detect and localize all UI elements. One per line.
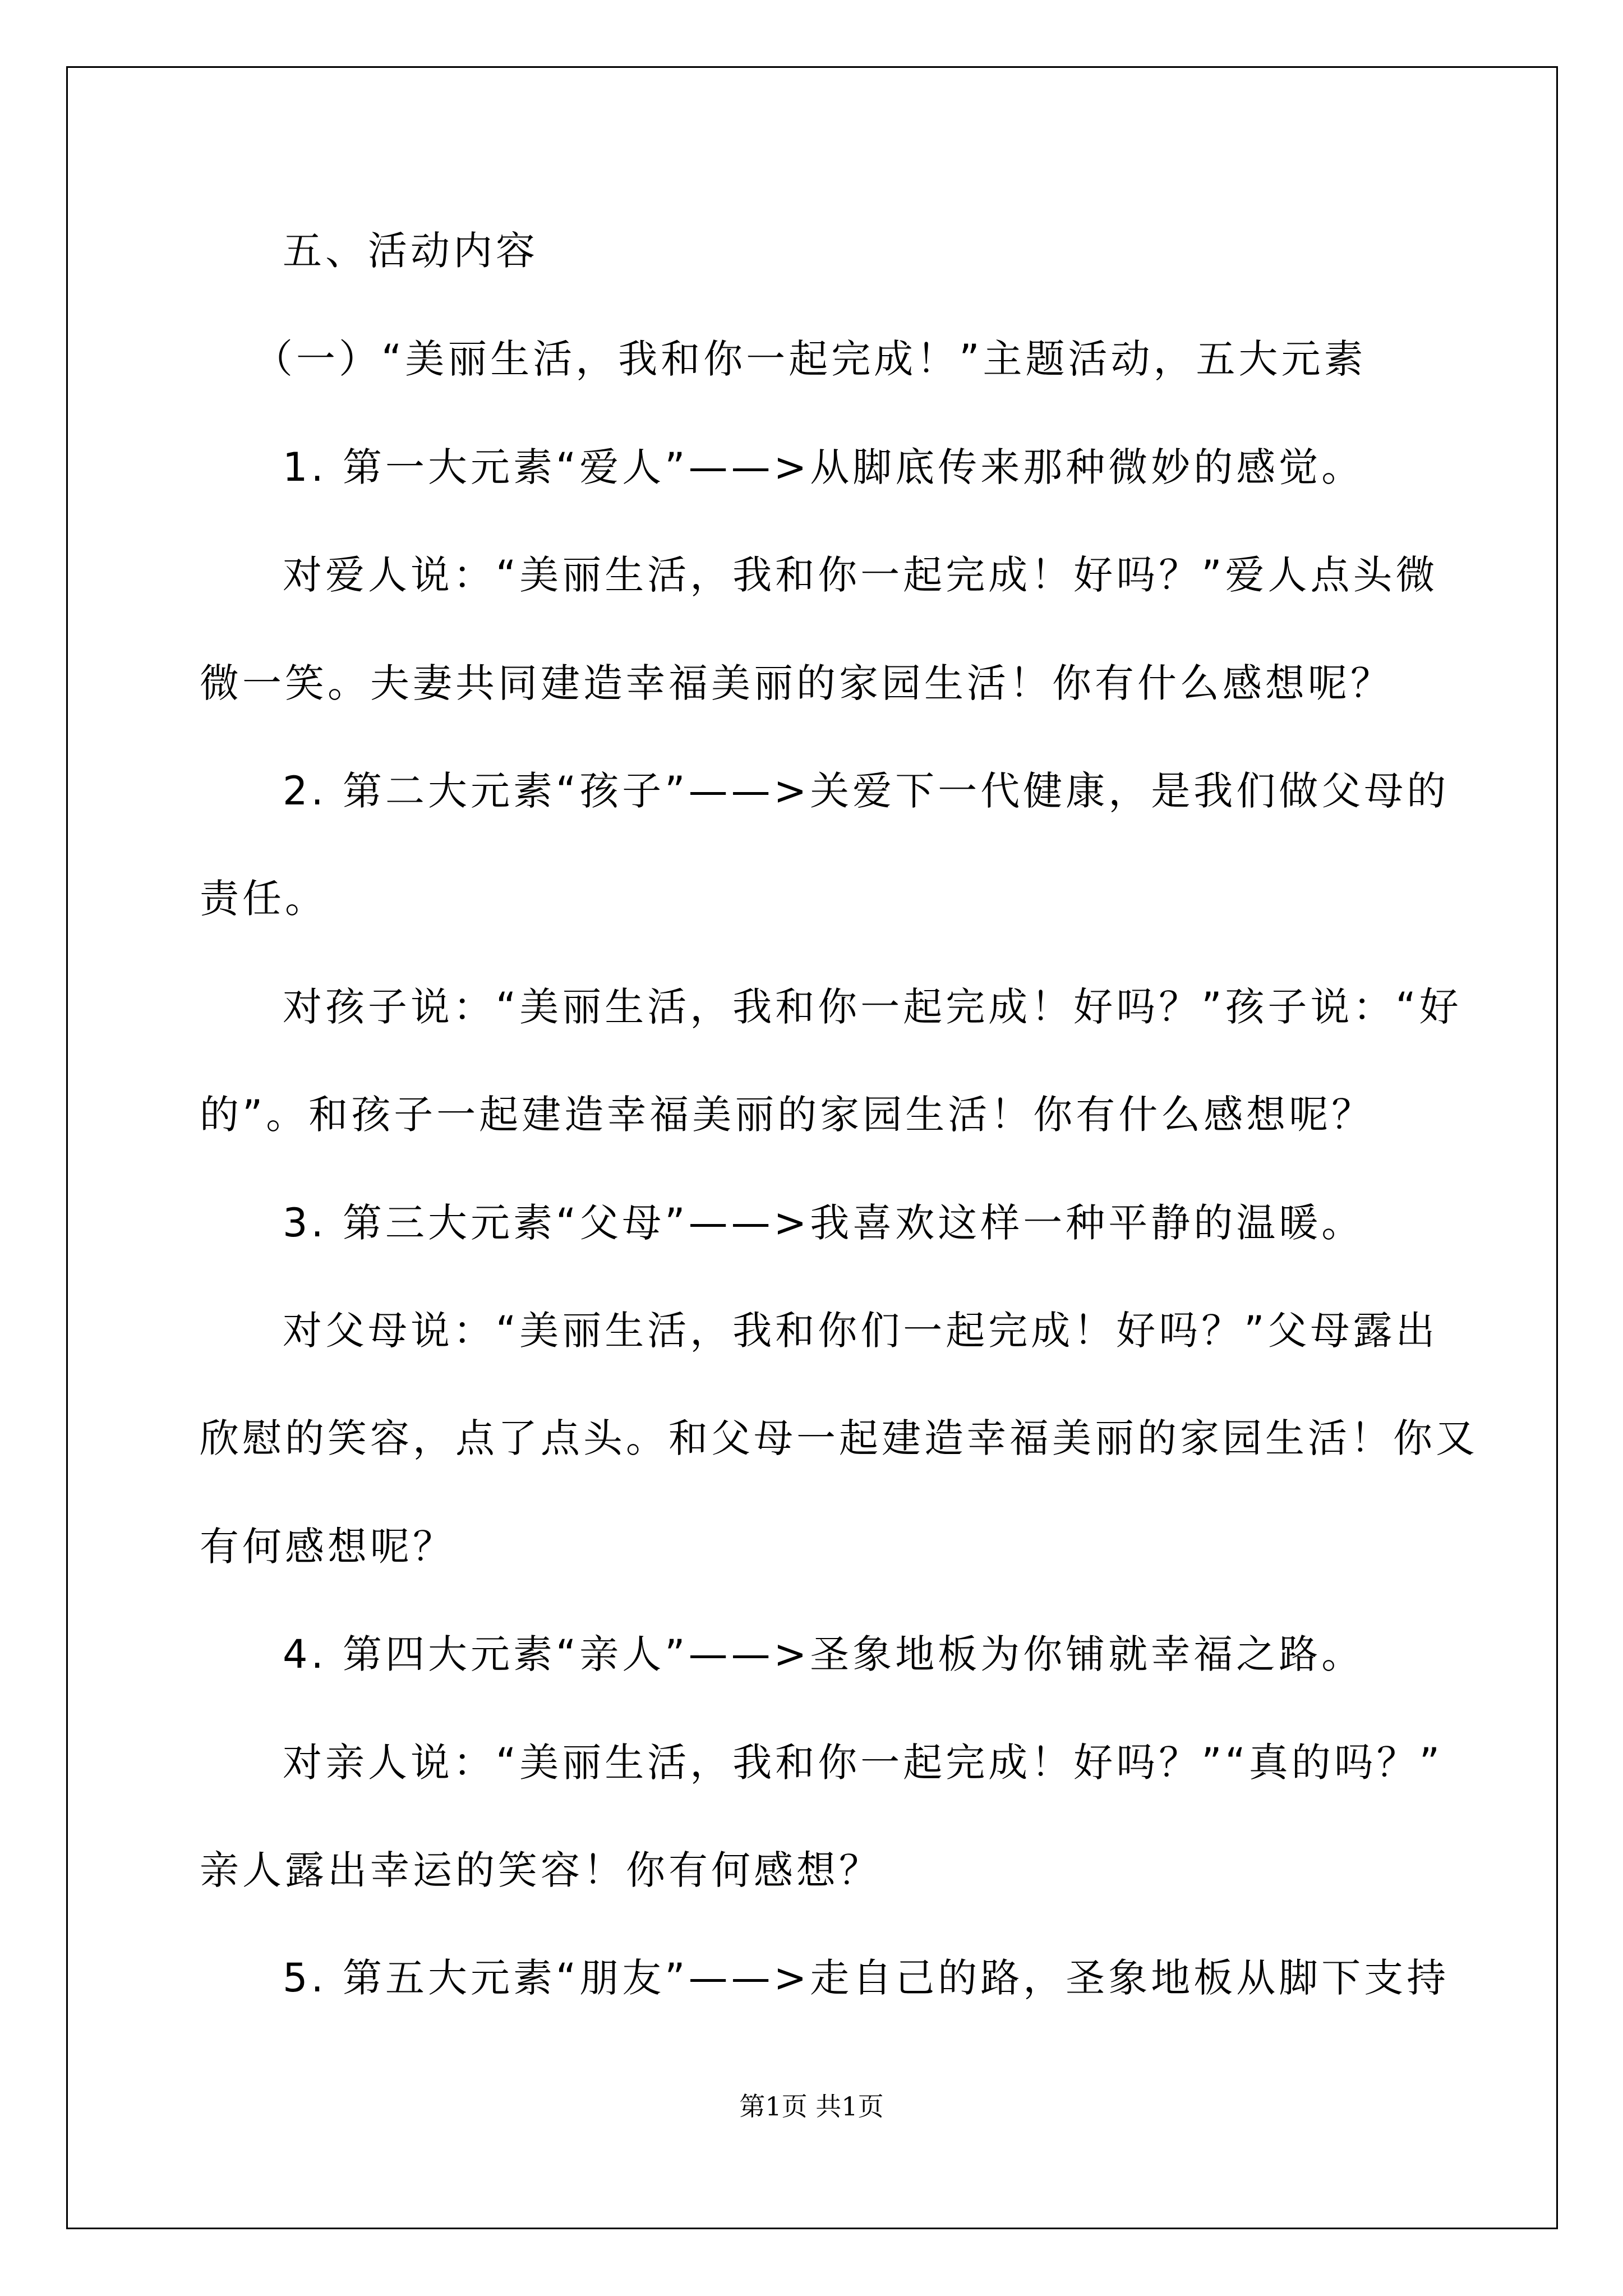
paragraph-line: 责任。	[200, 876, 328, 922]
paragraph-line: 对父母说：“美丽生活，我和你们一起完成！好吗？”父母露出	[283, 1308, 1438, 1354]
page-border	[66, 66, 1558, 2229]
element-4-heading: 4. 第四大元素“亲人”——>圣象地板为你铺就幸福之路。	[283, 1631, 1364, 1677]
element-3-heading: 3. 第三大元素“父母”——>我喜欢这样一种平静的温暖。	[283, 1200, 1364, 1246]
paragraph-line: 微一笑。夫妻共同建造幸福美丽的家园生活！你有什么感想呢？	[200, 660, 1393, 706]
paragraph-line: 对爱人说：“美丽生活，我和你一起完成！好吗？”爱人点头微	[283, 552, 1438, 598]
paragraph-line: 对亲人说：“美丽生活，我和你一起完成！好吗？”“真的吗？”	[283, 1740, 1444, 1786]
element-1-heading: 1. 第一大元素“爱人”——>从脚底传来那种微妙的感觉。	[283, 444, 1364, 490]
page-number-footer: 第1页 共1页	[739, 2091, 884, 2122]
element-2-heading: 2. 第二大元素“孩子”——>关爱下一代健康，是我们做父母的	[283, 768, 1450, 814]
activity-title: （一）“美丽生活，我和你一起完成！”主题活动，五大元素	[253, 336, 1367, 382]
paragraph-line: 有何感想呢？	[200, 1524, 455, 1570]
paragraph-line: 亲人露出幸运的笑容！你有何感想？	[200, 1847, 882, 1893]
paragraph-line: 欣慰的笑容，点了点头。和父母一起建造幸福美丽的家园生活！你又	[200, 1415, 1478, 1461]
paragraph-line: 的”。和孩子一起建造幸福美丽的家园生活！你有什么感想呢？	[200, 1092, 1375, 1138]
paragraph-line: 对孩子说：“美丽生活，我和你一起完成！好吗？”孩子说：“好	[283, 984, 1462, 1030]
element-5-heading: 5. 第五大元素“朋友”——>走自己的路，圣象地板从脚下支持	[283, 1955, 1450, 2001]
section-heading: 五、活动内容	[283, 228, 538, 274]
